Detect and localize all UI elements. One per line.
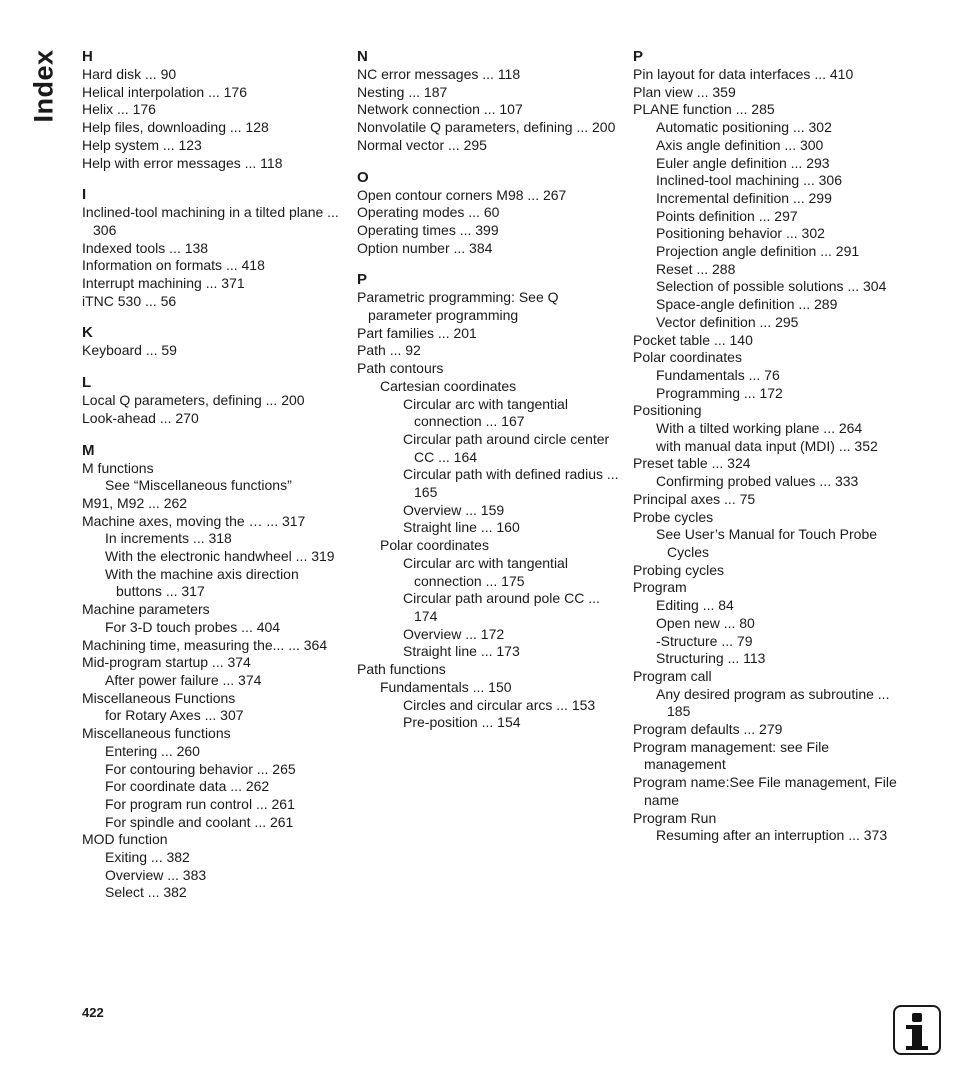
index-subentry: Cartesian coordinates: [380, 377, 517, 394]
index-entry: Miscellaneous functions: [82, 725, 231, 742]
index-subentry: Entering ... 260: [105, 742, 200, 759]
section-letter: L: [82, 374, 92, 392]
index-entry: Part families ... 201: [357, 324, 477, 341]
index-subentry: -Structure ... 79: [656, 632, 753, 649]
index-subentry: Circular arc with tangential connection ... 167: [403, 395, 568, 430]
section-letter: M: [82, 441, 95, 459]
index-subentry: See “Miscellaneous functions”: [105, 477, 292, 494]
index-entry: Keyboard ... 59: [82, 342, 177, 359]
index-section: [357, 169, 619, 258]
index-subentry: For coordinate data ... 262: [105, 778, 270, 795]
index-section: [82, 374, 344, 427]
index-entry: Machine parameters: [82, 601, 210, 618]
section-letter: P: [633, 48, 644, 65]
index-subentry: Structuring ... 113: [656, 650, 766, 667]
index-entry: Helical interpolation ... 176: [82, 83, 247, 100]
index-entry: Plan view ... 359: [633, 83, 736, 100]
index-subentry: For program run control ... 261: [105, 795, 295, 812]
index-entry: Probe cycles: [633, 508, 714, 525]
section-letter: K: [82, 324, 93, 342]
index-entry: Program call: [633, 667, 712, 684]
index-subentry: Positioning behavior ... 302: [656, 225, 825, 242]
index-subentry: Circular path around circle center CC ... 164: [403, 430, 610, 465]
index-entry: Indexed tools ... 138: [82, 239, 209, 256]
index-entry: Open contour corners M98 ... 267: [357, 186, 567, 203]
index-entry: Preset table ... 324: [633, 455, 751, 472]
index-entry: Program: [633, 579, 687, 596]
index-subentry: Points definition ... 297: [656, 207, 798, 224]
index-entry: Pin layout for data interfaces ... 410: [633, 66, 854, 82]
index-subentry: Euler angle definition ... 293: [656, 154, 830, 171]
index-entry: Principal axes ... 75: [633, 490, 756, 507]
index-entry: Miscellaneous Functions: [82, 689, 236, 706]
index-subentry: Projection angle definition ... 291: [656, 243, 860, 260]
index-entry: M functions: [82, 459, 154, 476]
index-entry: Machine axes, moving the … ... 317: [82, 512, 306, 529]
index-subentry: Exiting ... 382: [105, 849, 190, 866]
index-entry: Positioning: [633, 402, 702, 419]
section-letter: O: [357, 168, 369, 186]
index-entry: M91, M92 ... 262: [82, 494, 188, 511]
index-subentry: Select ... 382: [105, 884, 187, 901]
index-subentry: Pre-position ... 154: [403, 714, 521, 731]
page-number: 422: [82, 1005, 104, 1020]
index-subentry: Overview ... 172: [403, 625, 505, 642]
index-entry: Path functions: [357, 661, 446, 678]
index-entry: Hard disk ... 90: [82, 66, 177, 82]
index-entry: Program Run: [633, 809, 717, 826]
index-section: [82, 48, 344, 172]
index-subentry: Open new ... 80: [656, 614, 755, 631]
index-side-title: [24, 50, 64, 122]
index-subentry: Incremental definition ... 299: [656, 189, 832, 206]
index-subentry: Straight line ... 160: [403, 519, 520, 536]
index-subentry: Circles and circular arcs ... 153: [403, 696, 596, 713]
index-column-left: [82, 48, 344, 916]
index-entry: Interrupt machining ... 371: [82, 275, 245, 292]
index-subentry: Overview ... 383: [105, 866, 207, 883]
index-subentry: For spindle and coolant ... 261: [105, 813, 294, 830]
index-entry: Program defaults ... 279: [633, 721, 783, 738]
index-subentry: Any desired program as subroutine ... 185: [656, 685, 890, 720]
index-entry: Probing cycles: [633, 561, 725, 578]
index-column-right: [633, 48, 903, 859]
index-entry: Option number ... 384: [357, 239, 493, 256]
index-column-middle: [357, 48, 619, 746]
index-subentry: Fundamentals ... 150: [380, 678, 512, 695]
index-entry: iTNC 530 ... 56: [82, 292, 177, 309]
index-entry: Help with error messages ... 118: [82, 154, 283, 171]
section-letter: N: [357, 48, 368, 65]
index-subentry: Space-angle definition ... 289: [656, 296, 838, 313]
index-entry: Nonvolatile Q parameters, defining ... 200: [357, 119, 616, 136]
index-entry: Normal vector ... 295: [357, 136, 487, 153]
index-subentry: Programming ... 172: [656, 384, 783, 401]
index-section: [82, 324, 344, 360]
index-entry: Path contours: [357, 360, 444, 377]
index-entry: Operating times ... 399: [357, 221, 499, 238]
index-entry: PLANE function ... 285: [633, 101, 775, 118]
index-entry: Help files, downloading ... 128: [82, 119, 269, 136]
index-subentry: With the electronic handwheel ... 319: [105, 548, 335, 565]
index-entry: Helix ... 176: [82, 101, 156, 118]
index-subentry: with manual data input (MDI) ... 352: [656, 437, 878, 454]
index-subentry: for Rotary Axes ... 307: [105, 707, 244, 724]
index-entry: Machining time, measuring the... ... 364: [82, 636, 328, 653]
index-subentry: Circular path with defined radius ... 165: [403, 466, 619, 501]
index-section: [357, 271, 619, 732]
index-subentry: Polar coordinates: [380, 537, 489, 554]
index-entry: Program name:See File management, File name: [633, 774, 897, 808]
index-entry: Nesting ... 187: [357, 83, 448, 100]
index-entry: Local Q parameters, defining ... 200: [82, 392, 305, 409]
index-section: [82, 186, 344, 310]
index-section: [357, 48, 619, 155]
index-subentry: Circular arc with tangential connection ... 175: [403, 554, 568, 589]
index-subentry: Straight line ... 173: [403, 643, 520, 660]
index-entry: Look-ahead ... 270: [82, 409, 199, 426]
index-subentry: Vector definition ... 295: [656, 313, 799, 330]
index-subentry: Editing ... 84: [656, 597, 734, 614]
index-entry: Pocket table ... 140: [633, 331, 753, 348]
section-letter: I: [82, 186, 87, 204]
index-subentry: See User’s Manual for Touch Probe Cycles: [656, 526, 878, 560]
index-subentry: With the machine axis direction buttons ... 317: [105, 565, 299, 600]
index-subentry: Selection of possible solutions ... 304: [656, 278, 887, 295]
index-subentry: For 3-D touch probes ... 404: [105, 618, 281, 635]
section-letter: H: [82, 48, 93, 65]
index-subentry: Confirming probed values ... 333: [656, 473, 859, 490]
index-section: [633, 48, 903, 845]
index-entry: Polar coordinates: [633, 349, 742, 366]
index-entry: MOD function: [82, 831, 168, 848]
index-subentry: Fundamentals ... 76: [656, 366, 780, 383]
index-subentry: Resuming after an interruption ... 373: [656, 827, 888, 844]
index-entry: NC error messages ... 118: [357, 66, 521, 82]
index-subentry: Automatic positioning ... 302: [656, 119, 832, 136]
section-letter: P: [357, 271, 368, 289]
index-section: [82, 442, 344, 903]
index-subentry: In increments ... 318: [105, 530, 232, 547]
index-title-text: Index: [28, 49, 59, 123]
index-subentry: Circular path around pole CC ... 174: [403, 590, 600, 624]
index-subentry: Axis angle definition ... 300: [656, 136, 824, 153]
index-entry: Inclined-tool machining in a tilted plane ... 306: [82, 204, 339, 238]
index-entry: Parametric programming: See Q parameter programming: [357, 289, 559, 324]
index-subentry: Inclined-tool machining ... 306: [656, 172, 842, 189]
index-subentry: For contouring behavior ... 265: [105, 760, 296, 777]
index-entry: Information on formats ... 418: [82, 257, 265, 274]
index-subentry: After power failure ... 374: [105, 671, 262, 688]
info-icon: [893, 1005, 941, 1055]
index-entry: Network connection ... 107: [357, 101, 523, 118]
index-entry: Program management: see File management: [633, 738, 830, 773]
index-subentry: Overview ... 159: [403, 501, 505, 518]
index-subentry: Reset ... 288: [656, 260, 736, 277]
index-entry: Operating modes ... 60: [357, 204, 500, 221]
index-entry: Path ... 92: [357, 342, 421, 359]
index-entry: Mid-program startup ... 374: [82, 654, 251, 671]
index-entry: Help system ... 123: [82, 136, 202, 153]
index-subentry: With a tilted working plane ... 264: [656, 420, 863, 437]
